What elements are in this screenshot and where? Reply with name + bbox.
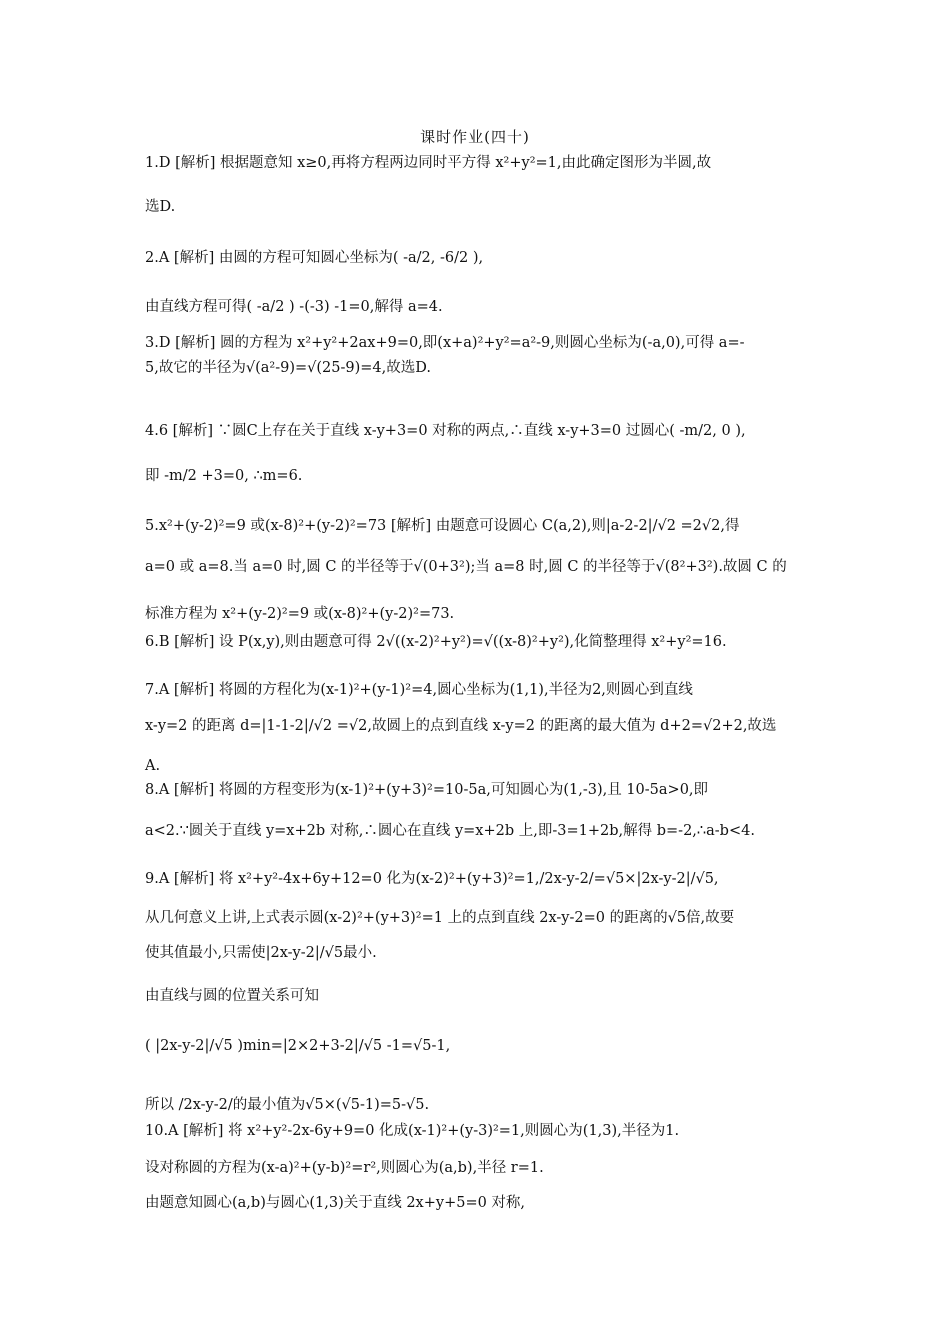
- text-line: 4.6 [解析] ∵圆C上存在关于直线 x-y+3=0 对称的两点,∴直线 x-y+3=0 过圆心( -m/2, 0 ),: [145, 423, 746, 439]
- text-line: 从几何意义上讲,上式表示圆(x-2)²+(y+3)²=1 上的点到直线 2x-y-2=0 的距离的√5倍,故要: [145, 910, 735, 926]
- text-line: A.: [145, 758, 161, 774]
- text-line: 所以 /2x-y-2/的最小值为√5×(√5-1)=5-√5.: [145, 1097, 430, 1113]
- text-line: 即 -m/2 +3=0, ∴m=6.: [145, 468, 303, 484]
- text-line: ( |2x-y-2|/√5 )min=|2×2+3-2|/√5 -1=√5-1,: [145, 1038, 451, 1054]
- text-line: 10.A [解析] 将 x²+y²-2x-6y+9=0 化成(x-1)²+(y-3)²=1,则圆心为(1,3),半径为1.: [145, 1123, 680, 1139]
- text-line: 标准方程为 x²+(y-2)²=9 或(x-8)²+(y-2)²=73.: [145, 606, 455, 622]
- text-line: 使其值最小,只需使|2x-y-2|/√5最小.: [145, 945, 377, 961]
- text-line: 7.A [解析] 将圆的方程化为(x-1)²+(y-1)²=4,圆心坐标为(1,1),半径为2,则圆心到直线: [145, 682, 693, 698]
- text-line: 设对称圆的方程为(x-a)²+(y-b)²=r²,则圆心为(a,b),半径 r=1.: [145, 1160, 544, 1176]
- text-line: x-y=2 的距离 d=|1-1-2|/√2 =√2,故圆上的点到直线 x-y=2 的距离的最大值为 d+2=√2+2,故选: [145, 718, 777, 734]
- text-line: 5.x²+(y-2)²=9 或(x-8)²+(y-2)²=73 [解析] 由题意可设圆心 C(a,2),则|a-2-2|/√2 =2√2,得: [145, 518, 740, 534]
- text-line: 由直线方程可得( -a/2 ) -(-3) -1=0,解得 a=4.: [145, 299, 443, 315]
- page-title: 课时作业(四十): [420, 128, 530, 146]
- text-line: 9.A [解析] 将 x²+y²-4x+6y+12=0 化为(x-2)²+(y+3)²=1,/2x-y-2/=√5×|2x-y-2|/√5,: [145, 871, 719, 887]
- text-line: 由直线与圆的位置关系可知: [145, 988, 319, 1004]
- text-line: a<2.∵圆关于直线 y=x+2b 对称,∴圆心在直线 y=x+2b 上,即-3=1+2b,解得 b=-2,∴a-b<4.: [145, 823, 755, 839]
- text-line: 8.A [解析] 将圆的方程变形为(x-1)²+(y+3)²=10-5a,可知圆心为(1,-3),且 10-5a>0,即: [145, 782, 709, 798]
- text-line: 由题意知圆心(a,b)与圆心(1,3)关于直线 2x+y+5=0 对称,: [145, 1195, 526, 1211]
- text-line: 选D.: [145, 199, 176, 215]
- text-line: 3.D [解析] 圆的方程为 x²+y²+2ax+9=0,即(x+a)²+y²=a²-9,则圆心坐标为(-a,0),可得 a=-: [145, 335, 745, 351]
- text-line: 5,故它的半径为√(a²-9)=√(25-9)=4,故选D.: [145, 360, 431, 376]
- text-line: 2.A [解析] 由圆的方程可知圆心坐标为( -a/2, -6/2 ),: [145, 250, 484, 266]
- text-line: 1.D [解析] 根据题意知 x≥0,再将方程两边同时平方得 x²+y²=1,由此确定图形为半圆,故: [145, 155, 712, 171]
- text-line: 6.B [解析] 设 P(x,y),则由题意可得 2√((x-2)²+y²)=√((x-8)²+y²),化简整理得 x²+y²=16.: [145, 634, 727, 650]
- text-line: a=0 或 a=8.当 a=0 时,圆 C 的半径等于√(0+3²);当 a=8 时,圆 C 的半径等于√(8²+3²).故圆 C 的: [145, 559, 787, 575]
